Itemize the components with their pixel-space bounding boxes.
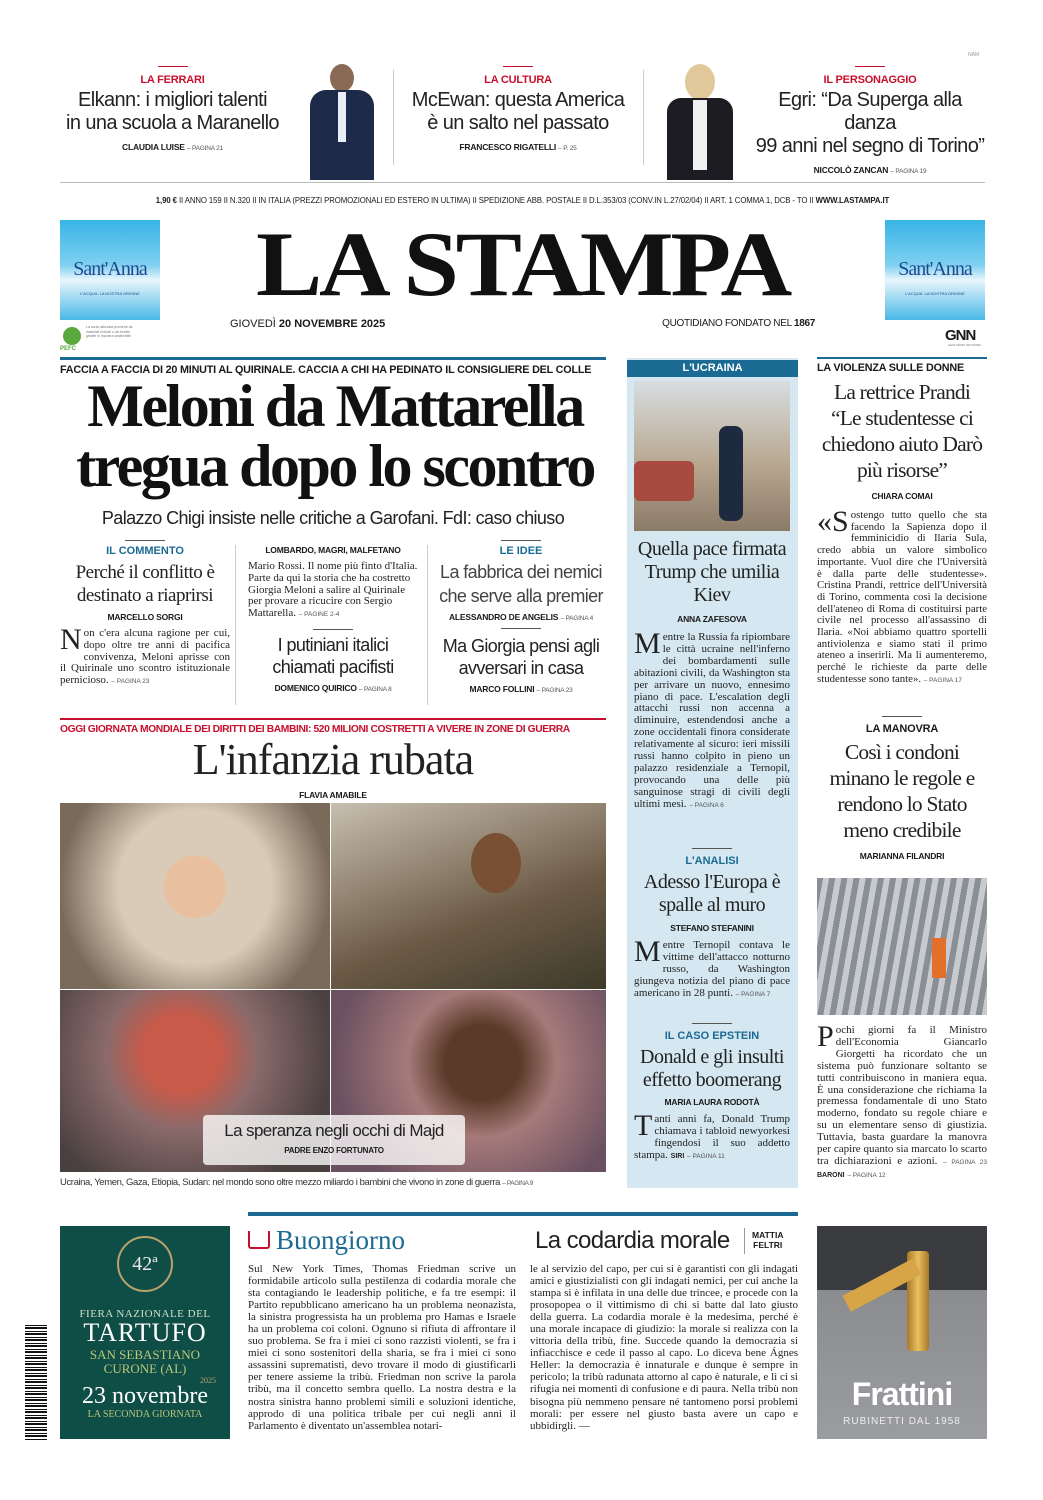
headline: Donald e gli insulti effetto boomerang [640,1046,784,1091]
commento-article[interactable] [60,540,230,688]
byline: CLAUDIA LUISE – PAGINA 21 [122,142,223,152]
manovra-body: Pochi giorni fa il Ministro dell'Economia Giancarlo Giorgetti ha ricordato che un sistema può funzionare soltanto se tutti contribuiscono in maniera equa. È una considerazione che richiama la premessa fondamentale di uno Stato moderno, fondato su regole chiare e su un elementare senso di giustizia. Tuttavia, basta guardare la manovra per capire quanto sia marcato lo scarto tra dichiarazioni e azioni. – PAGINA 23 BARONI – PAGINA 12 [817,1020,988,1179]
issue-date: GIOVEDÌ 20 NOVEMBRE 2025 [230,318,386,330]
tartufo-ad[interactable]: 42ª FIERA NAZIONALE DEL TARTUFO SAN SEBASTIANO CURONE (AL) 2025 23 novembre LA SECONDA GIORNATA [60,1226,230,1439]
byline: LOMBARDO, MAGRI, MALFETANO [265,545,401,555]
lead-subhead: Palazzo Chigi insiste nelle critiche a Garofani. FdI: caso chiuso [101,508,565,528]
violenza-article[interactable] [817,362,987,687]
open-book-sun-icon [248,1231,270,1249]
byline: MARIANNA FILANDRI [859,851,945,861]
ucraina-article[interactable] [634,538,790,812]
kicker: LA FERRARI [140,74,205,86]
gnn-sub: GEDI NEWS NETWORK [948,343,982,347]
byline: FRANCESCO RIGATELLI – P. 25 [459,142,577,152]
analisi-article[interactable] [634,848,790,1001]
divider [427,545,428,705]
headline: McEwan: questa America è un salto nel passato [411,89,625,134]
website-link[interactable]: WWW.LASTAMPA.IT [815,196,890,205]
edition-badge: 42ª [117,1236,173,1292]
overlay-byline: PADRE ENZO FORTUNATO [284,1146,384,1155]
masthead-title: LA STAMPA [255,213,789,315]
overlay-title: La speranza negli occhi di Majd [224,1121,444,1140]
divider [235,545,236,705]
headline: La rettrice Prandi “Le studentesse ci chiedono aiuto Darò più risorse” [821,380,983,482]
divider [503,66,533,67]
buongiorno-col-2: le al servizio del capo, per cui si è garantisti con gli indagati amici e giustizialisti con gli indagati nemici, per cui anche la stampa si è infilata in una delle due trincee, e procede con la prosopopea o il vittimismo di chi si batte dal lato giusto della guerra. La codardia morale è la medesima, perché è una morale incapace di giudizio: la morale si realizza con la vittoria della tribù, fine. Succede quando la democrazia si infiacchisce e cede il passo al capo. Lo diceva bene Ágnes Heller: la democrazia è innaturale e dunque è sempre in pericolo; la tribù radunata attorno al capo è naturale, e lì ci si rifugia nei momenti di confusione e di paura. Nella tribù non bisogna più nemmeno pensare né tantomeno porsi problemi morali: per essere nel giusto basta avere un capo e ubbidirgli. — [530,1263,798,1432]
kicker: L'ANALISI [685,855,739,867]
section-rule [248,1212,798,1216]
section-rule [60,357,606,360]
body: Mentre la Russia fa ripiombare le città ucraine nell'inferno dei bombardamenti sulle abitazioni civili, da Washington sta per arrivare un nuovo, ennesimo piano di pace. L'escalation degli attacchi russi non accenna a diminuire, estendendosi anche a zone occidentali finora considerate relativamente al sicuro: ieri missili russi hanno colpito in pieno un palazzo residenziale a Ternopil, provocando una delle più sanguinose stragi di civili degli ultimi mesi. – PAGINA 6 [634,627,790,810]
divider [692,1023,732,1024]
headline: Adesso l'Europa è spalle al muro [643,871,781,916]
byline: FLAVIA AMABILE [299,790,367,800]
kicker: IL CASO EPSTEIN [664,1030,760,1042]
elkann-photo [300,62,382,180]
headline: Quella pace firmata Trump che umilia Kiev [637,538,787,606]
buongiorno-title[interactable]: La codardia morale [535,1227,730,1254]
headline: La fabbrica dei nemici che serve alla premier [439,562,603,606]
buongiorno-author: MATTIA FELTRI [752,1230,784,1250]
byline: MARCELLO SORGI [107,612,183,622]
tagline: L'ACQUA. LA NOSTRA ORIGINE [905,291,965,296]
report-article[interactable] [248,545,418,693]
section-rule [60,718,606,720]
tagline: L'ACQUA. LA NOSTRA ORIGINE [80,291,140,296]
buongiorno-col-1: Sul New York Times, Thomas Friedman scrive un formidabile articolo sulla pestilenza di codardia morale che sta contagiando le leadership politiche, e fa tre esempi: il Partito repubblicano americano ha un problema neonazista, la sinistra progressista ha un problema pro Hamas e Israele ha un problema coi coloni. Ognuno si rifiuta di affrontare il suo problema. Se fra i miei ci sono razzisti violenti, se fra i miei ci sono sostenitori della sharia, se fra i miei ci sono assassini suprematisti, devo trovare il modo di giustificarli per tenere assieme la tribù. Friedman non scrive la parola tribù, ma il concetto sembra quello. La nostra destra e la nostra sinistra hanno problemi simili e soluzioni identiche, approdo di una politica tribale per cui negli anni il Parlamento è diventato un'assemblea notari- [248,1263,516,1432]
divider [501,628,541,629]
santanna-ad-right[interactable] [885,220,985,320]
brand-logo: Sant'Anna [73,258,147,280]
frattini-logo: Frattini [851,1376,953,1412]
founded-line: QUOTIDIANO FONDATO NEL 1867 [662,318,815,329]
byline: ALESSANDRO DE ANGELIS – PAGINA 4 [448,612,594,622]
manovra-article[interactable] [817,716,987,861]
idee-article[interactable] [435,540,607,694]
pefc-mark: PEFC La carta utilizzata proviene da materiali riciclati o da foreste gestite in maniera sostenibile [60,325,133,352]
divider [882,716,922,717]
byline: STEFANO STEFANINI [670,923,754,933]
body: Tanti anni fa, Donald Trump chiamava i tabloid newyorkesi fingendosi il suo addetto stampa. SIRI – PAGINA 11 [634,1109,790,1161]
kicker: IL COMMENTO [106,545,184,557]
kicker: LA CULTURA [484,74,552,86]
headline: Elkann: i migliori talenti in una scuola a Maranello [66,89,279,134]
egri-photo [655,62,745,180]
headline: I putiniani italici chiamati pacifisti [272,634,394,677]
byline: MARCO FOLLINI – PAGINA 23 [469,684,573,694]
lead-headline[interactable]: Meloni da Mattarella tregua dopo lo scontro [76,373,594,499]
infanzia-kicker: OGGI GIORNATA MONDIALE DEI DIRITTI DEI BAMBINI: 520 MILIONI COSTRETTI A VIVERE IN ZONE DI GUERRA [60,724,570,735]
brand-logo: Sant'Anna [898,258,972,280]
kyiv-rescue-photo [634,381,790,531]
section-rule [817,357,987,359]
barcode [25,1325,47,1440]
body: Non c'era alcuna ragione per cui, dopo oltre tre anni di pacifica convivenza, Meloni aprisse con il Quirinale uno scontro istituzionale pernicioso. – PAGINA 23 [60,623,230,687]
frattini-tagline: RUBINETTI DAL 1958 [843,1416,961,1427]
body: Mentre Ternopil contava le vittime dell'attacco notturno russo, da Washington giungeva notizia del piano di pace americano in 28 punti. – PAGINA 7 [634,935,790,999]
majd-overlay[interactable] [203,1115,465,1165]
divider [643,70,644,165]
headline: Ma Giorgia pensi agli avversari in casa [442,636,600,678]
byline: NICCOLÒ ZANCAN – PAGINA 19 [813,165,927,175]
kicker: IL PERSONAGGIO [823,74,917,86]
divider [855,66,885,67]
kicker: LA MANOVRA [865,723,939,735]
buongiorno-rubric: Buongiorno [248,1224,405,1256]
teaser-cultura[interactable] [400,66,636,152]
body: Mario Rossi. Il nome più finto d'Italia. Parte da qui la storia che ha costretto Giorgia Meloni a salire al Quirinale per provare a ricucire con Sergio Mattarella. – PAGINE 2-4 [248,560,418,620]
byline: DOMENICO QUIRICO – PAGINA 8 [274,682,392,693]
divider [158,66,188,67]
corner-mark: NAM [968,52,980,58]
headline: Così i condoni minano le regole e rendono lo Stato meno credibile [829,740,975,842]
child-rifle-photo [331,803,606,989]
frattini-ad[interactable] [817,1226,987,1439]
divider [692,848,732,849]
child-blanket-photo [60,803,330,989]
kicker: LE IDEE [499,545,543,557]
lead-kicker: FACCIA A FACCIA DI 20 MINUTI AL QUIRINALE. CACCIA A CHI HA PEDINATO IL CONSIGLIERE DEL COLLE [60,364,592,376]
divider [744,1228,745,1254]
infanzia-headline[interactable]: L'infanzia rubata [192,735,474,784]
teaser-ferrari[interactable] [60,66,285,152]
ucraina-header: L'UCRAINA [627,360,798,377]
rule [60,182,985,183]
santanna-ad-left[interactable] [60,220,160,320]
epstein-article[interactable] [634,1023,790,1163]
teaser-personaggio[interactable] [752,66,988,175]
photo-caption: Ucraina, Yemen, Gaza, Etiopia, Sudan: nel mondo sono oltre mezzo miliardo i bambini che vivono in zone di guerra – PAGINA 9 [60,1177,533,1188]
byline: ANNA ZAFESOVA [677,614,747,624]
divider [313,629,353,630]
headline: Perché il conflitto è destinato a riaprirsi [75,562,215,606]
pefc-tree-icon [63,327,81,345]
headline: Egri: “Da Superga alla danza 99 anni nel segno di Torino” [755,89,985,157]
divider [125,540,165,541]
construction-photo [817,878,987,1015]
info-line: 1,90 € II ANNO 159 II N.320 II IN ITALIA (PREZZI PROMOZIONALI ED ESTERO IN ULTIMA) II SPEDIZIONE ABB. POSTALE II D.L.353/03 (CONV.IN L.27/02/04) II ART. 1 COMMA 1, DCB - TO II WWW.LASTAMPA.IT [155,196,890,205]
byline: CHIARA COMAI [871,491,933,501]
divider [501,540,541,541]
divider [393,70,394,165]
gnn-logo: GNN [945,327,976,344]
body: «Sostengo tutto quello che sta facendo la Sapienza dopo il femminicidio di Ilaria Sula, credo abbia un valore simbolico importante. Vuol dire che l'Università è dalla parte delle studentesse». Cristina Prandi, rettrice dell'Università di Torino, commenta così la decisione dell'ateneo di Roma di costituirsi parte civile nel processo all'assassino di Ilaria. «Noi abbiamo quattro sportelli antiviolenza e siamo stati il primo ateneo a inserirli. Ma li aumenteremo, perché le richieste da parte delle studentesse sono tante». – PAGINA 17 [817,505,987,685]
byline: MARIA LAURA RODOTÀ [664,1097,760,1107]
kicker: LA VIOLENZA SULLE DONNE [817,362,964,374]
